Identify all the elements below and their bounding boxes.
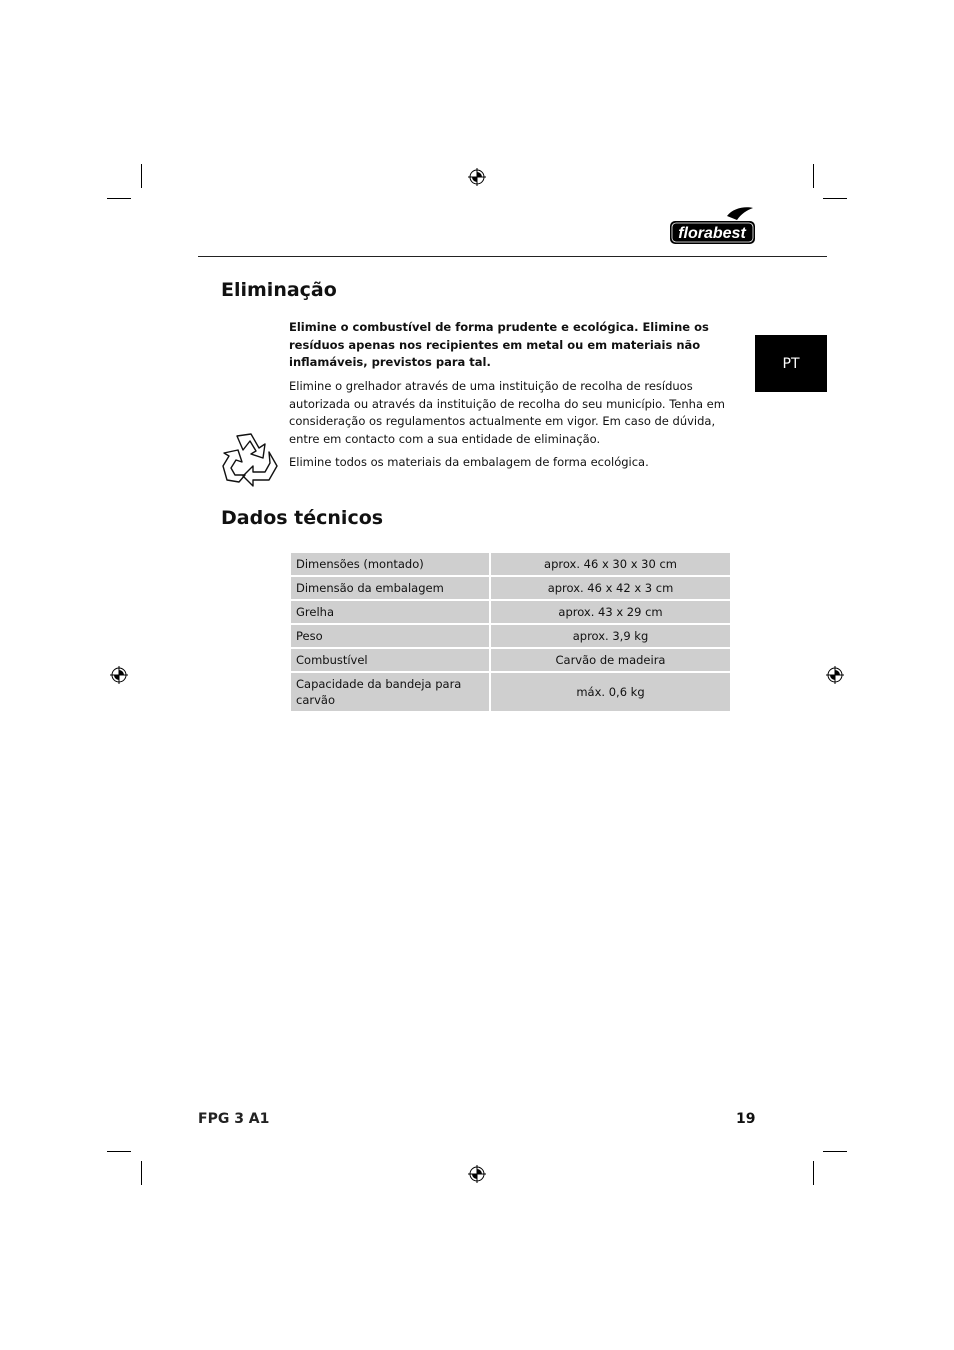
disposal-intro: Elimine o combustível de forma prudente e ecológica. Elimine os resíduos apenas nos recipientes em metal ou em materiais não inflamáveis, previstos para tal. <box>289 320 709 369</box>
table-cell-label: Peso <box>291 625 489 647</box>
table-row <box>291 673 730 711</box>
table-cell-value: Carvão de madeira <box>491 649 730 671</box>
disposal-paragraph: Elimine o grelhador através de uma instituição de recolha de resíduos autorizada ou através da instituição de recolha do seu município. Tenha em consideração os regulamentos actualmente em vigor. Em caso de dúvida, entre em contacto com a sua entidade de eliminação. <box>289 379 725 446</box>
recycle-icon <box>221 430 281 488</box>
header-rule <box>198 256 827 257</box>
table-cell-value: aprox. 43 x 29 cm <box>491 601 730 623</box>
language-tab <box>755 335 827 392</box>
crop-mark <box>823 198 847 199</box>
language-tab-label: PT <box>782 355 800 372</box>
logo-text: florabest <box>678 225 746 242</box>
table-row <box>291 649 730 671</box>
table-row <box>291 553 730 575</box>
crop-mark <box>141 164 142 188</box>
crop-mark <box>141 1161 142 1185</box>
table-cell-value: aprox. 46 x 30 x 30 cm <box>491 553 730 575</box>
registration-mark-icon <box>468 168 486 186</box>
crop-mark <box>813 164 814 188</box>
table-cell-label: Dimensão da embalagem <box>291 577 489 599</box>
page-number: 19 <box>736 1111 756 1127</box>
packaging-paragraph: Elimine todos os materiais da embalagem de forma ecológica. <box>289 455 649 469</box>
table-cell-label: Combustível <box>291 649 489 671</box>
table-cell-value: máx. 0,6 kg <box>491 673 730 711</box>
crop-mark <box>107 1151 131 1152</box>
section-title-disposal: Eliminação <box>221 279 337 301</box>
table-cell-value: aprox. 3,9 kg <box>491 625 730 647</box>
crop-mark <box>107 198 131 199</box>
footer-model: FPG 3 A1 <box>198 1111 270 1127</box>
registration-mark-icon <box>468 1165 486 1183</box>
crop-mark <box>823 1151 847 1152</box>
registration-mark-icon <box>826 666 844 684</box>
table-cell-value: aprox. 46 x 42 x 3 cm <box>491 577 730 599</box>
table-cell-label: Dimensões (montado) <box>291 553 489 575</box>
crop-mark <box>813 1161 814 1185</box>
table-row <box>291 625 730 647</box>
table-cell-label: Grelha <box>291 601 489 623</box>
florabest-logo <box>669 206 757 246</box>
technical-data-table <box>289 551 732 713</box>
section-title-technical-data: Dados técnicos <box>221 507 384 529</box>
table-row <box>291 601 730 623</box>
table-row <box>291 577 730 599</box>
table-cell-label: Capacidade da bandeja para carvão <box>291 673 489 711</box>
registration-mark-icon <box>110 666 128 684</box>
